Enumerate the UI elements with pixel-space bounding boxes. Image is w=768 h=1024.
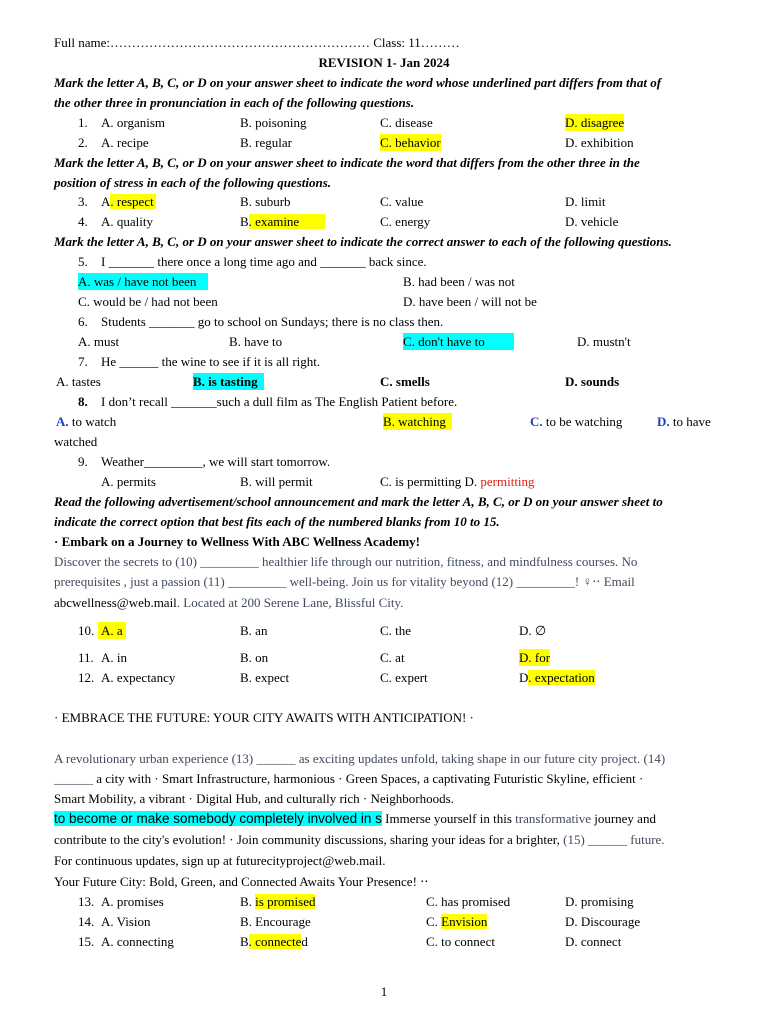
ad2-blank-15: (15) ______ future.	[563, 832, 665, 847]
option-d[interactable]: D. for	[519, 650, 551, 665]
option-c: C. is permitting D.	[380, 474, 481, 489]
option-d-letter: D	[519, 670, 529, 685]
option-b[interactable]	[240, 933, 308, 950]
option-c[interactable]	[426, 913, 487, 930]
option-b[interactable]	[240, 893, 315, 910]
question-number: 10.	[78, 623, 95, 638]
option-d[interactable]: D. sounds	[565, 374, 620, 389]
instruction-pronunciation-1: Mark the letter A, B, C, or D on your answer sheet to indicate the word whose underlined part differs from that of	[54, 75, 662, 90]
question-number: 15.	[78, 934, 95, 949]
option-a-text: . respect	[110, 194, 154, 209]
option-b[interactable]: B. regular	[240, 135, 292, 150]
option-a[interactable]	[56, 413, 116, 430]
option-d[interactable]: D. ∅	[519, 623, 547, 638]
question-number: 6.	[78, 314, 88, 329]
option-a[interactable]: A. recipe	[101, 135, 149, 150]
instruction-reading-2: indicate the correct option that best fits each of the numbered blanks from 10 to 15.	[54, 514, 500, 529]
ad2-line-4	[54, 810, 656, 827]
option-c-and-d[interactable]	[380, 473, 535, 490]
option-d-letter: D.	[657, 414, 670, 429]
option-c-text: Envision	[441, 914, 488, 929]
option-c[interactable]: C. to connect	[426, 934, 495, 949]
option-c[interactable]: C. smells	[380, 374, 430, 389]
option-a[interactable]	[101, 193, 156, 210]
option-a[interactable]: A. in	[101, 650, 127, 665]
question-number: 1.	[78, 115, 88, 130]
option-c[interactable]: C. value	[380, 194, 424, 209]
ad1-line-2: prerequisites , just a passion (11) _________ well-being. Join us for vitality beyond (12) _________! ♀‧‧ Email	[54, 574, 635, 589]
option-b[interactable]: B. an	[240, 623, 268, 638]
option-d[interactable]: D. vehicle	[565, 214, 619, 229]
page-title: REVISION 1- Jan 2024	[318, 55, 450, 70]
option-b[interactable]: B. had been / was not	[403, 274, 515, 289]
option-a[interactable]: A. permits	[101, 474, 156, 489]
question-number: 11.	[78, 650, 94, 665]
option-b-letter: B.	[240, 894, 256, 909]
option-d-text: to have	[669, 414, 711, 429]
dictionary-definition-highlight: to become or make somebody completely involved in s	[54, 811, 382, 826]
ad2-line-4-text: Immerse yourself in this	[381, 811, 516, 826]
option-b-letter: B	[240, 934, 249, 949]
option-b[interactable]: B. on	[240, 650, 269, 665]
question-number: 13.	[78, 894, 95, 909]
option-d-continued: watched	[54, 434, 98, 449]
option-b-end: d	[301, 934, 308, 949]
option-d[interactable]	[519, 669, 595, 686]
option-b[interactable]: B. suburb	[240, 194, 291, 209]
ad1-location: . Located at 200 Serene Lane, Blissful City.	[176, 595, 404, 610]
ad2-line-5	[54, 831, 665, 848]
option-a[interactable]: A. expectancy	[101, 670, 176, 685]
option-c-letter: C.	[530, 414, 543, 429]
option-d[interactable]: D. mustn't	[577, 334, 631, 349]
ad2-line-1: A revolutionary urban experience (13) ______ as exciting updates unfold, taking shape in our future city project. (14)	[54, 751, 666, 766]
option-b[interactable]	[240, 213, 325, 230]
question-stem: I don’t recall _______such a dull film as The English Patient before.	[101, 394, 458, 409]
question-stem: Weather_________, we will start tomorrow.	[101, 454, 331, 469]
option-c[interactable]: C. behavior	[380, 135, 441, 150]
option-b[interactable]: B. Encourage	[240, 914, 311, 929]
option-a[interactable]: A. a	[98, 622, 126, 639]
ad2-line-3: Smart Mobility, a vibrant · Digital Hub, and culturally rich · Neighborhoods.	[54, 791, 454, 806]
option-d[interactable]: D. connect	[565, 934, 622, 949]
ad1-line-3	[54, 594, 403, 611]
option-d[interactable]: D. limit	[565, 194, 606, 209]
option-d-text: . expectation	[528, 670, 595, 685]
ad2-line-6: For continuous updates, sign up at futurecityproject@web.mail.	[54, 853, 386, 868]
option-a[interactable]: A. Vision	[101, 914, 151, 929]
option-d[interactable]: D. disagree	[565, 115, 625, 130]
ad2-line-2	[54, 770, 643, 787]
option-c[interactable]: C. would be / had not been	[78, 294, 218, 309]
option-d[interactable]	[657, 413, 711, 430]
option-b-text: . connecte	[248, 934, 302, 949]
option-b-text: is promised	[255, 894, 316, 909]
instruction-stress-1: Mark the letter A, B, C, or D on your answer sheet to indicate the word that differs from the other three in the	[54, 155, 640, 170]
option-c[interactable]: C. expert	[380, 670, 428, 685]
option-d[interactable]: D. Discourage	[565, 914, 641, 929]
question-number: 4.	[78, 214, 88, 229]
option-b[interactable]: B. expect	[240, 670, 290, 685]
option-b[interactable]: B. is tasting	[193, 373, 264, 390]
option-b[interactable]: B. poisoning	[240, 115, 307, 130]
question-number: 5.	[78, 254, 88, 269]
instruction-stress-2: position of stress in each of the following questions.	[54, 175, 332, 190]
option-b-text: . examine	[249, 214, 326, 229]
ad2-line-5-text: contribute to the city's evolution! · Join community discussions, sharing your ideas for a brighter,	[54, 832, 564, 847]
option-c[interactable]: C. at	[380, 650, 405, 665]
ad2-line-4-end: journey and	[590, 811, 656, 826]
option-d[interactable]: D. have been / will not be	[403, 294, 537, 309]
ad2-title: · EMBRACE THE FUTURE: YOUR CITY AWAITS WITH ANTICIPATION! ·	[54, 710, 474, 725]
question-stem: Students _______ go to school on Sundays; there is no class then.	[101, 314, 444, 329]
option-c[interactable]	[530, 413, 622, 430]
option-c[interactable]: C. energy	[380, 214, 431, 229]
option-a[interactable]: A. quality	[101, 214, 153, 229]
option-c[interactable]: C. the	[380, 623, 412, 638]
option-c[interactable]: C. don't have to	[403, 333, 514, 350]
option-c-text: to be watching	[542, 414, 623, 429]
question-number: 8.	[78, 394, 88, 409]
option-c[interactable]: C. disease	[380, 115, 433, 130]
option-a[interactable]: A. tastes	[56, 374, 101, 389]
option-b-letter: B	[240, 214, 249, 229]
option-a[interactable]: A. connecting	[101, 934, 174, 949]
question-number: 12.	[78, 670, 95, 685]
option-b[interactable]: B. have to	[229, 334, 283, 349]
ad1-email: abcwellness@web.mail	[54, 595, 177, 610]
question-number: 14.	[78, 914, 95, 929]
option-a[interactable]: A. organism	[101, 115, 166, 130]
instruction-pronunciation-2: the other three in pronunciation in each of the following questions.	[54, 95, 415, 110]
page-number: 1	[380, 984, 388, 999]
question-number: 3.	[78, 194, 88, 209]
question-number: 7.	[78, 354, 88, 369]
option-b[interactable]: B. watching	[383, 413, 452, 430]
option-a[interactable]: A. must	[78, 334, 120, 349]
ad2-line-2-text: a city with · Smart Infrastructure, harmonious · Green Spaces, a captivating Futuristic Skyline, efficient ·	[93, 771, 644, 786]
option-a-letter: A	[101, 194, 111, 209]
question-stem: He ______ the wine to see if it is all right.	[101, 354, 321, 369]
ad1-title: · Embark on a Journey to Wellness With ABC Wellness Academy!	[54, 534, 420, 549]
ad2-transformative: transformative	[515, 811, 591, 826]
question-number: 9.	[78, 454, 88, 469]
option-b[interactable]: B. will permit	[240, 474, 313, 489]
instruction-correct-answer: Mark the letter A, B, C, or D on your answer sheet to indicate the correct answer to each of the following questions.	[54, 234, 672, 249]
option-a-text: to watch	[68, 414, 117, 429]
option-a-letter: A.	[56, 414, 69, 429]
instruction-reading-1: Read the following advertisement/school announcement and mark the letter A, B, C, or D on your answer sheet to	[54, 494, 663, 509]
option-c-letter: C.	[426, 914, 442, 929]
ad1-line-1: Discover the secrets to (10) _________ healthier life through our nutrition, fitness, and mindfulness courses. No	[54, 554, 638, 569]
option-c[interactable]: C. has promised	[426, 894, 511, 909]
option-a[interactable]: A. was / have not been	[78, 273, 208, 290]
full-name-class-line: Full name:…………………………………………………… Class: 11………	[54, 35, 460, 50]
option-d[interactable]: D. promising	[565, 894, 634, 909]
ad2-blank-14: ______	[54, 771, 93, 786]
option-a[interactable]: A. promises	[101, 894, 164, 909]
question-number: 2.	[78, 135, 88, 150]
option-d: permitting	[480, 474, 535, 489]
option-d[interactable]: D. exhibition	[565, 135, 634, 150]
question-stem: I _______ there once a long time ago and _______ back since.	[101, 254, 427, 269]
ad2-line-7: Your Future City: Bold, Green, and Connected Awaits Your Presence! ‧‧	[54, 874, 429, 889]
